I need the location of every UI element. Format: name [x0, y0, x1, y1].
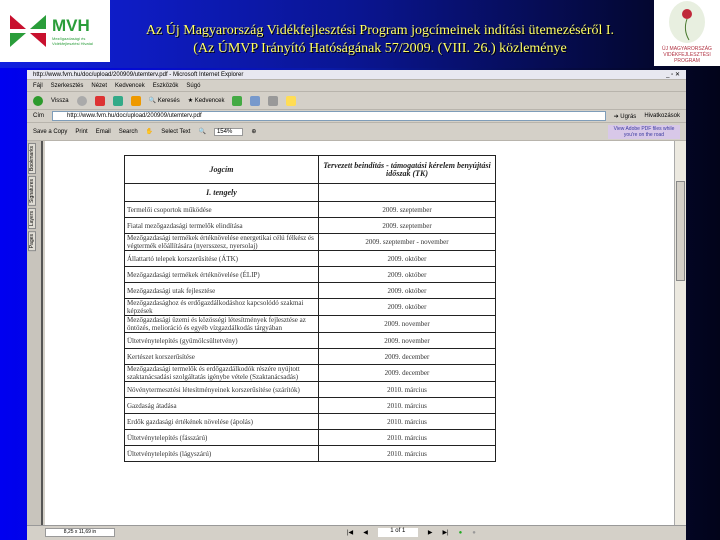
tab-signatures[interactable]: Signatures: [28, 176, 36, 206]
page-number-input[interactable]: 1 of 1: [378, 528, 418, 537]
go-button[interactable]: ➔ Ugrás: [613, 113, 637, 120]
page-navigation: [347, 528, 476, 537]
date-cell: 2009. október: [319, 283, 496, 299]
menu-favorites[interactable]: Kedvencek: [115, 82, 145, 89]
links-button[interactable]: Hivatkozások: [644, 113, 680, 119]
table-row: [125, 398, 496, 414]
date-cell: 2009. november: [319, 316, 496, 333]
go-label: Ugrás: [620, 113, 637, 120]
column-header-schedule: Tervezett beindítás - támogatási kérelem benyújtási időszak (TK): [319, 156, 496, 184]
table-row: [125, 430, 496, 446]
table-row: [125, 316, 496, 333]
section-header: I. tengely: [125, 184, 319, 202]
date-cell: 2009. december: [319, 365, 496, 382]
jogcim-cell: Erdők gazdasági értékének növelése (ápolás): [125, 414, 319, 430]
navigation-panel: [27, 141, 43, 525]
menu-tools[interactable]: Eszközök: [152, 82, 179, 89]
schedule-table: [124, 155, 496, 462]
zoom-select[interactable]: 154%: [214, 128, 243, 136]
date-cell: 2010. március: [319, 430, 496, 446]
zoom-out-icon[interactable]: 🔍: [198, 129, 206, 135]
table-row: [125, 349, 496, 365]
table-row: [125, 234, 496, 251]
title-line-1: Az Új Magyarország Vidékfejlesztési Program jogcímeinek indítási ütemezéséről I.: [145, 23, 615, 38]
zoom-in-icon[interactable]: ⊕: [251, 129, 257, 135]
tab-pages[interactable]: Pages: [28, 231, 36, 251]
date-cell: 2009. november: [319, 333, 496, 349]
jogcim-cell: Mezőgazdasági utak fejlesztése: [125, 283, 319, 299]
date-cell: 2009. szeptember: [319, 218, 496, 234]
pdf-document: [45, 141, 674, 525]
jogcim-cell: Mezőgazdasághoz és erdőgazdálkodáshoz kapcsolódó szakmai képzések: [125, 299, 319, 316]
table-row: [125, 218, 496, 234]
pdf-status-bar: [27, 525, 686, 540]
date-cell: 2009. december: [319, 349, 496, 365]
table-row: [125, 283, 496, 299]
tab-layers[interactable]: Layers: [28, 208, 36, 229]
refresh-icon[interactable]: [113, 96, 123, 106]
home-icon[interactable]: [131, 96, 141, 106]
email-button[interactable]: Email: [95, 128, 111, 135]
date-cell: 2010. március: [319, 446, 496, 462]
favorites-label: Kedvencek: [194, 98, 225, 104]
logo-subtext: Mezőgazdasági és Vidékfejlesztési Hivatal: [52, 36, 93, 46]
jogcim-cell: Állattartó telepek korszerűsítése (ÁTK): [125, 251, 319, 267]
date-cell: 2010. március: [319, 382, 496, 398]
jogcim-cell: Mezőgazdasági termékek értéknövelése (ÉLIP): [125, 267, 319, 283]
forward-icon[interactable]: [77, 96, 87, 106]
umvp-logo: [654, 0, 720, 66]
menu-view[interactable]: Nézet: [91, 82, 108, 89]
folder-icon[interactable]: [286, 96, 296, 106]
address-label: Cím: [33, 113, 44, 119]
slide-title: [115, 22, 645, 58]
vertical-scrollbar[interactable]: [674, 141, 686, 525]
adobe-ad-banner[interactable]: View Adobe PDF files while you're on the road: [608, 125, 680, 139]
select-text-button[interactable]: Select Text: [161, 128, 191, 135]
stop-icon[interactable]: [95, 96, 105, 106]
address-input[interactable]: http://www.fvm.hu/doc/upload/200909/utemterv.pdf: [52, 111, 606, 121]
prev-page-icon[interactable]: ◀: [363, 530, 368, 536]
hand-tool-icon[interactable]: ✋: [145, 129, 154, 135]
table-row: [125, 299, 496, 316]
save-copy-button[interactable]: Save a Copy: [33, 128, 68, 135]
jogcim-cell: Gazdaság átadása: [125, 398, 319, 414]
go-back-icon[interactable]: ●: [458, 529, 463, 536]
logo-right-text: ÚJ MAGYARORSZÁG VIDÉKFEJLESZTÉSI PROGRAM: [662, 46, 712, 64]
print-button[interactable]: Print: [75, 128, 88, 135]
table-row: [125, 382, 496, 398]
search-button[interactable]: 🔍 Keresés: [148, 98, 180, 104]
last-page-icon[interactable]: ▶|: [442, 530, 449, 536]
pdf-toolbar: [27, 123, 686, 141]
table-row: [125, 333, 496, 349]
jogcim-cell: Ültetvénytelepítés (fásszárú): [125, 430, 319, 446]
browser-window: [27, 70, 686, 540]
date-cell: 2010. március: [319, 414, 496, 430]
scrollbar-thumb[interactable]: [676, 181, 685, 281]
jogcim-cell: Mezőgazdasági termékek értéknövelése energetikai célú félkész és végtermék előállítására (nyersszesz, nyersolaj): [125, 234, 319, 251]
window-titlebar: [27, 70, 686, 80]
navigation-toolbar: [27, 92, 686, 110]
title-line-2: (Az ÚMVP Irányító Hatóságának 57/2009. (VIII. 26.) közleménye: [193, 41, 567, 56]
jogcim-cell: Termelői csoportok működése: [125, 202, 319, 218]
print-icon[interactable]: [268, 96, 278, 106]
date-cell: 2009. október: [319, 251, 496, 267]
section-empty-cell: [319, 184, 496, 202]
logo-text: MVH: [52, 16, 90, 35]
first-page-icon[interactable]: |◀: [347, 530, 354, 536]
table-row: [125, 267, 496, 283]
jogcim-cell: Növénytermesztési létesítményeinek korszerűsítése (szárítók): [125, 382, 319, 398]
date-cell: 2009. október: [319, 267, 496, 283]
back-button[interactable]: Vissza: [51, 97, 69, 104]
menu-help[interactable]: Súgó: [186, 82, 201, 89]
table-row: [125, 446, 496, 462]
jogcim-cell: Kertészet korszerűsítése: [125, 349, 319, 365]
mvh-clover-icon: [8, 11, 48, 51]
table-row: [125, 251, 496, 267]
table-row: [125, 365, 496, 382]
jogcim-cell: Ültetvénytelepítés (gyümölcsültetvény): [125, 333, 319, 349]
jogcim-cell: Mezőgazdasági üzemi és közösségi létesítmények fejlesztése az öntözés, melioráció és egyéb vízgazdálkodás tárgyában: [125, 316, 319, 333]
mail-icon[interactable]: [250, 96, 260, 106]
date-cell: 2009. szeptember - november: [319, 234, 496, 251]
jogcim-cell: Ültetvénytelepítés (lágyszárú): [125, 446, 319, 462]
jogcim-cell: Fiatal mezőgazdasági termelők elindítása: [125, 218, 319, 234]
date-cell: 2009. október: [319, 299, 496, 316]
tab-bookmarks[interactable]: Bookmarks: [28, 143, 36, 174]
address-bar: [27, 110, 686, 123]
date-cell: 2010. március: [319, 398, 496, 414]
search-label: Keresés: [157, 98, 180, 104]
window-title: http://www.fvm.hu/doc/upload/200909/utemterv.pdf - Microsoft Internet Explorer: [33, 71, 244, 78]
window-controls[interactable]: _ ▫ ✕: [666, 72, 680, 78]
table-row: [125, 202, 496, 218]
next-page-icon[interactable]: ▶: [427, 530, 433, 536]
menu-edit[interactable]: Szerkesztés: [50, 82, 84, 89]
history-icon[interactable]: [232, 96, 242, 106]
favorites-button[interactable]: ★ Kedvencek: [187, 98, 225, 104]
mvh-logo: [0, 0, 110, 62]
column-header-jogcim: Jogcím: [125, 156, 319, 184]
back-icon[interactable]: [33, 96, 43, 106]
jogcim-cell: Mezőgazdasági termelők és erdőgazdálkodók részére nyújtott szaktanácsadási szolgáltatás igénybe vétele (Szaktanácsadás): [125, 365, 319, 382]
pdf-search-button[interactable]: Search: [118, 128, 138, 135]
menu-bar: [27, 80, 686, 92]
page-size-readout: 8,25 x 11,69 in: [45, 528, 115, 537]
table-row: [125, 414, 496, 430]
date-cell: 2009. szeptember: [319, 202, 496, 218]
menu-file[interactable]: Fájl: [33, 82, 43, 89]
go-forward-icon[interactable]: ●: [472, 529, 476, 536]
flower-emblem-icon: [667, 0, 707, 44]
